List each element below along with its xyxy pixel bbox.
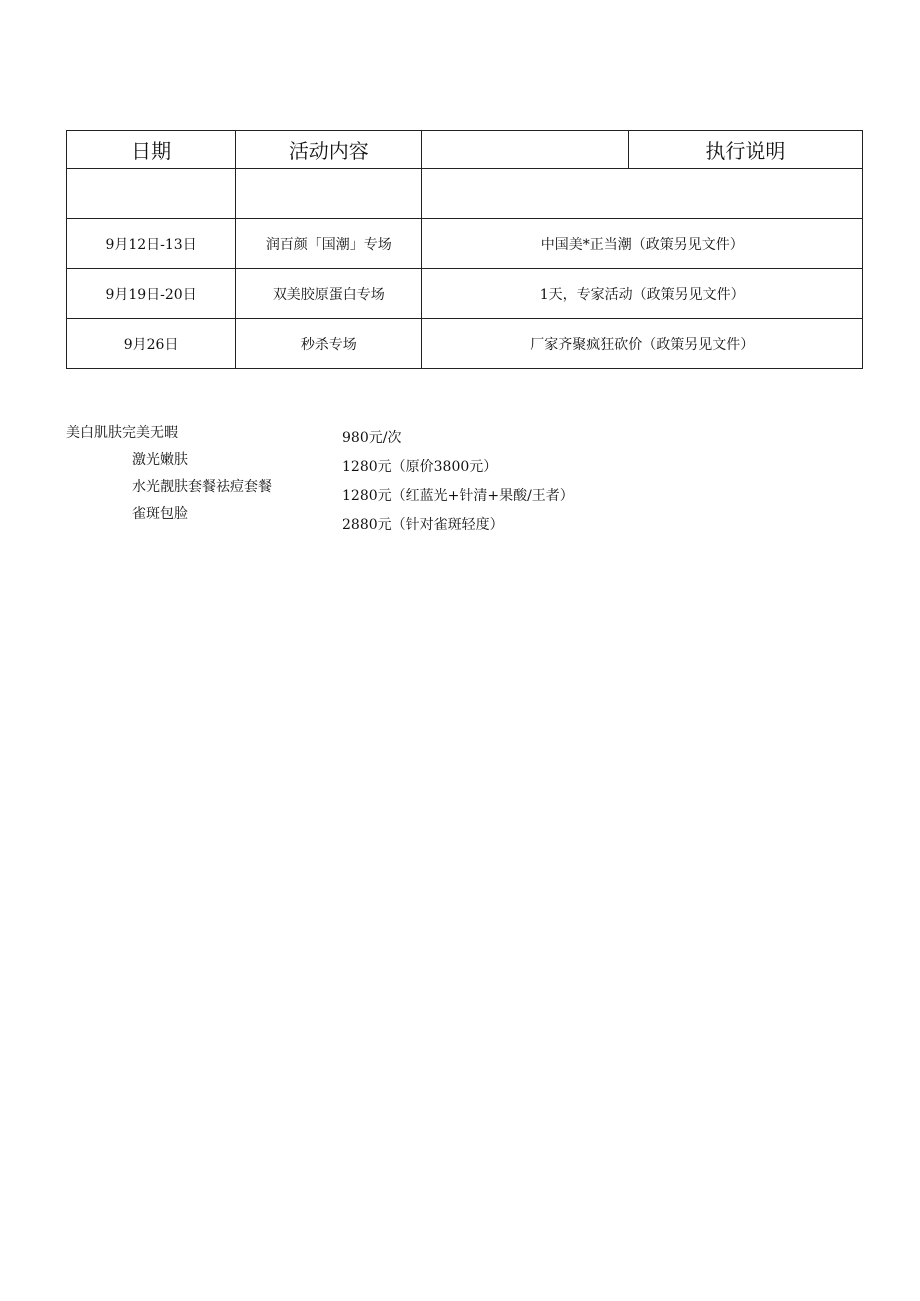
price-item: 1280元（原价3800元）	[342, 459, 498, 475]
table-row	[67, 219, 863, 269]
price-item: 2880元（针对雀斑轻度）	[342, 517, 504, 533]
row-content: 秒杀专场	[236, 319, 422, 369]
header-blank	[422, 131, 628, 169]
table-row	[67, 319, 863, 369]
row-notes: 厂家齐聚疯狂砍价（政策另见文件）	[422, 319, 863, 369]
treatment-list	[66, 420, 286, 542]
row-content: 双美胶原蛋白专场	[236, 269, 422, 319]
empty-cell	[236, 169, 422, 219]
activity-schedule-table	[66, 130, 863, 369]
table-row-empty	[67, 169, 863, 219]
header-notes: 执行说明	[628, 131, 862, 169]
empty-cell	[422, 169, 863, 219]
header-content: 活动内容	[236, 131, 422, 169]
row-date: 9月26日	[67, 319, 236, 369]
row-date: 9月19日-20日	[67, 269, 236, 319]
header-date: 日期	[67, 131, 236, 169]
treatment-item: 激光嫩肤	[132, 452, 188, 468]
row-notes: 中国美*正当潮（政策另见文件）	[422, 219, 863, 269]
section-heading: 美白肌肤完美无暇	[66, 425, 178, 441]
row-notes: 1天，专家活动（政策另见文件）	[422, 269, 863, 319]
row-date: 9月12日-13日	[67, 219, 236, 269]
table-header-row	[67, 131, 863, 169]
price-item: 980元/次	[342, 430, 402, 446]
row-content: 润百颜「国潮」专场	[236, 219, 422, 269]
treatment-item: 雀斑包脸	[132, 506, 188, 522]
price-list	[342, 424, 574, 540]
table-row	[67, 269, 863, 319]
price-item: 1280元（红蓝光+针清+果酸/王者）	[342, 488, 574, 504]
empty-cell	[67, 169, 236, 219]
treatment-item: 水光靓肤套餐祛痘套餐	[132, 479, 272, 495]
